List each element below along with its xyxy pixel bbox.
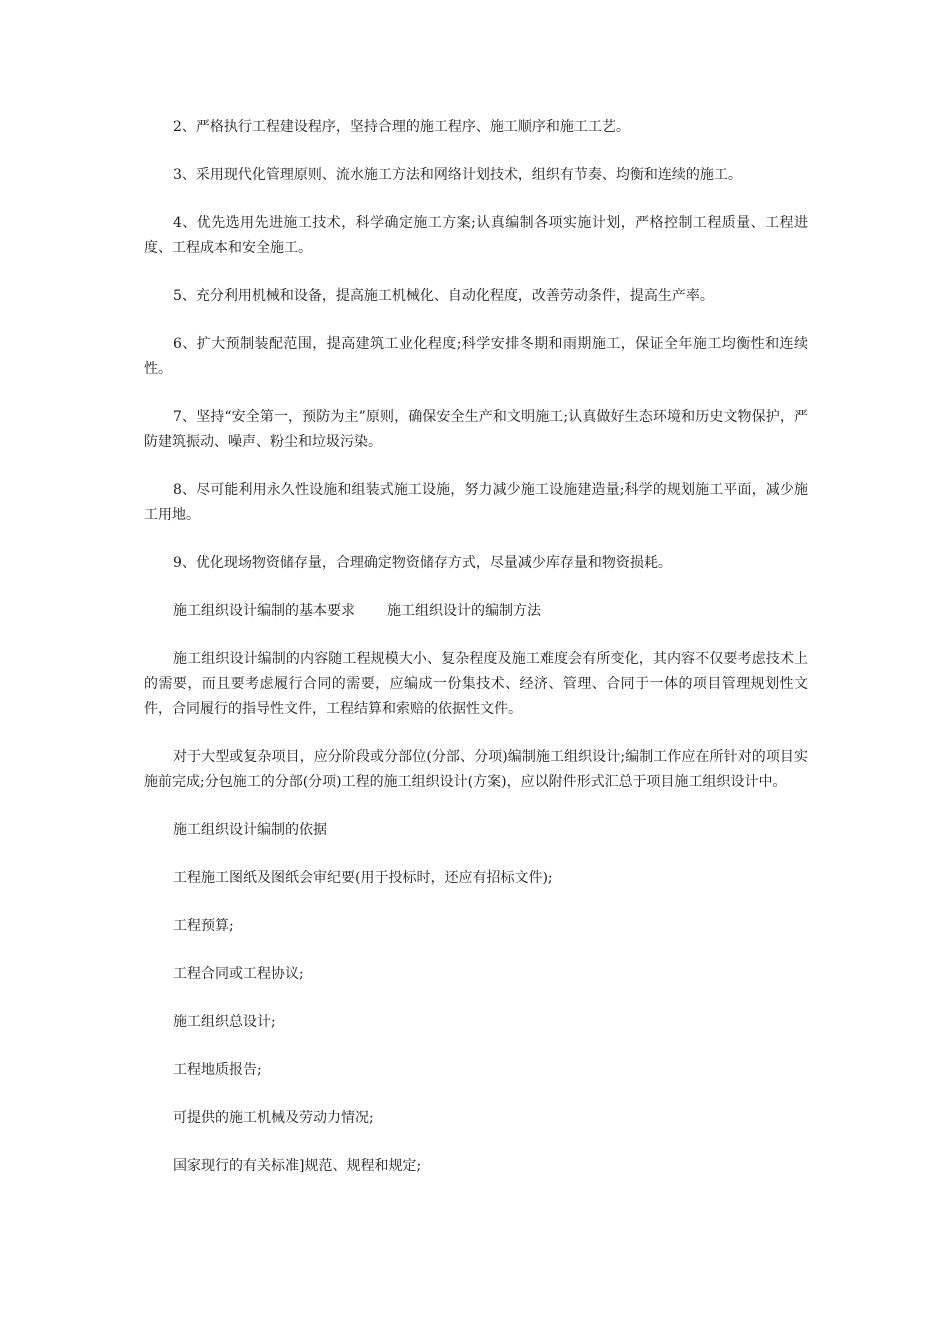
document-body bbox=[144, 115, 808, 1202]
basis-item: 国家现行的有关标准]规范、规程和规定; bbox=[173, 1158, 422, 1174]
basis-item: 可提供的施工机械及劳动力情况; bbox=[173, 1110, 374, 1126]
principle-item: 3、采用现代化管理原则、流水施工方法和网络计划技术，组织有节奏、均衡和连续的施工。 bbox=[173, 167, 742, 183]
principle-item: 9、优化现场物资储存量，合理确定物资储存方式，尽量减少库存量和物资损耗。 bbox=[173, 555, 672, 571]
requirements-heading: 施工组织设计编制的基本要求 bbox=[173, 603, 355, 619]
requirements-paragraph: 对于大型或复杂项目，应分阶段或分部位(分部、分项)编制施工组织设计;编制工作应在所针对的项目实施前完成;分包施工的分部(分项)工程的施工组织设计(方案)，应以附件形式汇总于项目施工组织设计中。 bbox=[144, 749, 808, 790]
basis-item: 工程施工图纸及图纸会审纪要(用于投标时，还应有招标文件); bbox=[173, 870, 553, 886]
requirements-paragraph: 施工组织设计编制的内容随工程规模大小、复杂程度及施工难度会有所变化，其内容不仅要考虑技术上的需要，而且要考虑履行合同的需要，应编成一份集技术、经济、管理、合同于一体的项目管理规划性文件，合同履行的指导性文件，工程结算和索赔的依据性文件。 bbox=[144, 651, 808, 717]
principle-item: 8、尽可能利用永久性设施和组装式施工设施，努力减少施工设施建造量;科学的规划施工平面，减少施工用地。 bbox=[144, 482, 808, 523]
principle-item: 4、优先选用先进施工技术，科学确定施工方案;认真编制各项实施计划，严格控制工程质量、工程进度、工程成本和安全施工。 bbox=[144, 215, 808, 256]
principle-item: 6、扩大预制装配范围，提高建筑工业化程度;科学安排冬期和雨期施工，保证全年施工均衡性和连续性。 bbox=[144, 336, 808, 377]
method-heading: 施工组织设计的编制方法 bbox=[387, 603, 541, 619]
basis-item: 工程合同或工程协议; bbox=[173, 966, 304, 982]
basis-item: 施工组织总设计; bbox=[173, 1014, 276, 1030]
section-heading-row bbox=[144, 599, 808, 624]
principle-item: 5、充分利用机械和设备，提高施工机械化、自动化程度，改善劳动条件，提高生产率。 bbox=[173, 288, 714, 304]
basis-item: 工程预算; bbox=[173, 918, 234, 934]
principle-item: 2、严格执行工程建设程序，坚持合理的施工程序、施工顺序和施工工艺。 bbox=[173, 119, 630, 135]
principle-item: 7、坚持“安全第一，预防为主”原则，确保安全生产和文明施工;认真做好生态环境和历史文物保护，严防建筑振动、噪声、粉尘和垃圾污染。 bbox=[144, 409, 808, 450]
basis-heading: 施工组织设计编制的依据 bbox=[173, 822, 327, 838]
basis-item: 工程地质报告; bbox=[173, 1062, 262, 1078]
